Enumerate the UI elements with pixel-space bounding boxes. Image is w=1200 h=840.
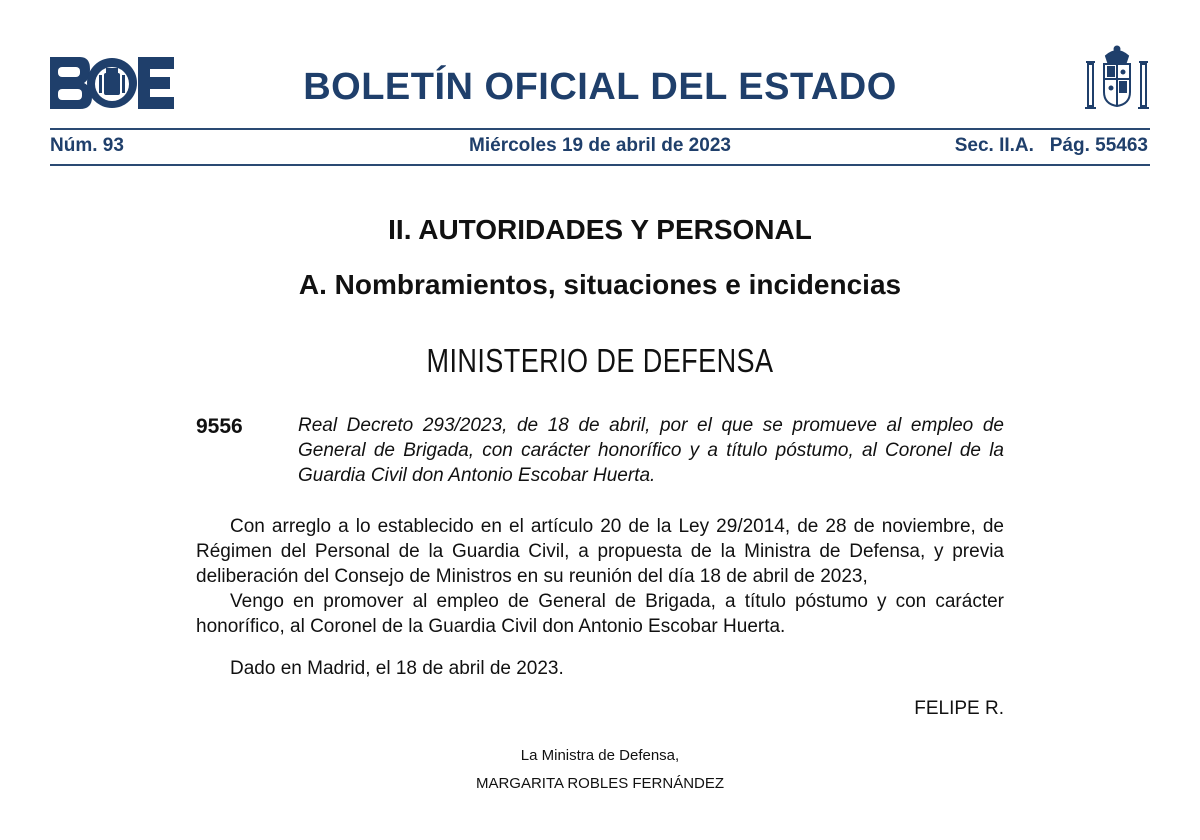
issue-number: Núm. 93 — [50, 135, 124, 156]
minister-title: La Ministra de Defensa, — [520, 747, 680, 764]
ministry-heading: MINISTERIO DE DEFENSA — [426, 342, 774, 379]
masthead-title: BOLETÍN OFICIAL DEL ESTADO — [303, 66, 897, 108]
decree-paragraph: Vengo en promover al empleo de General de Brigada, a título póstumo y con carácter honorífico, al Coronel de la Guardia Civil don Antonio Escobar Huerta. — [196, 591, 1004, 637]
issue-date: Miércoles 19 de abril de 2023 — [469, 135, 731, 156]
section-page: Sec. II.A. Pág. 55463 — [954, 135, 1148, 156]
place-date: Dado en Madrid, el 18 de abril de 2023. — [230, 658, 564, 679]
minister-name: MARGARITA ROBLES FERNÁNDEZ — [475, 775, 725, 792]
decree-number: 9556 — [196, 415, 243, 438]
header-rule-top — [50, 128, 1150, 130]
subsection-heading: A. Nombramientos, situaciones e incidencias — [298, 269, 902, 300]
section-heading: II. AUTORIDADES Y PERSONAL — [388, 214, 812, 245]
header-rule-bottom — [50, 164, 1150, 166]
king-signature: FELIPE R. — [914, 698, 1004, 719]
decree-body — [196, 514, 1004, 639]
boe-logo — [50, 57, 174, 109]
decree-title: Real Decreto 293/2023, de 18 de abril, por el que se promueve al empleo de General de Brigada, con carácter honorífico y a título póstumo, al Coronel de la Guardia Civil don Antonio Escobar Huerta. — [298, 415, 1004, 486]
decree-paragraph: Con arreglo a lo establecido en el artículo 20 de la Ley 29/2014, de 28 de noviembre, de Régimen del Personal de la Guardia Civil, a propuesta de la Ministra de Defensa, y previa deliberación del Consejo de Ministros en su reunión del día 18 de abril de 2023, — [196, 516, 1004, 587]
coat-of-arms-icon — [1084, 44, 1150, 116]
